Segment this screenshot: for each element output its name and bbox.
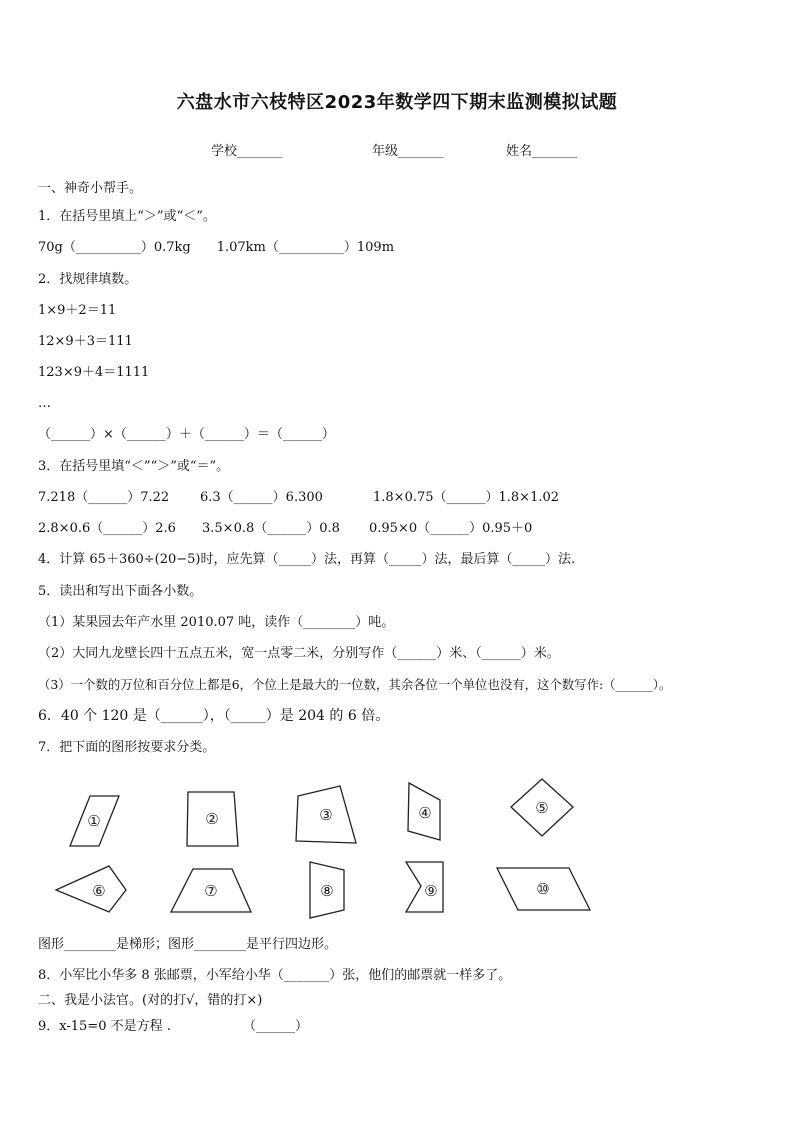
q7-prompt: 7．把下面的图形按要求分类。 (38, 740, 216, 755)
shape-6-quadrilateral (56, 866, 126, 912)
shape-2-label: ② (205, 810, 219, 828)
shape-4-label: ④ (418, 804, 432, 822)
shape-1-label: ① (87, 812, 101, 830)
q5-prompt: 5．读出和写出下面各小数。 (38, 584, 203, 599)
q5-item-1: （1）某果园去年产水里 2010.07 吨，读作（________）吨。 (38, 615, 395, 630)
name-field[interactable]: 姓名_______ (506, 144, 578, 159)
section-2-heading: 二、我是小法官。(对的打√，错的打×) (38, 993, 263, 1008)
q2-prompt: 2．找规律填数。 (38, 272, 138, 287)
q9-answer-blank[interactable]: （______） (243, 1019, 309, 1034)
q2-pattern-ellipsis: … (38, 396, 51, 411)
shape-5-label: ⑤ (535, 799, 549, 817)
page-title: 六盘水市六枝特区2023年数学四下期末监测模拟试题 (176, 92, 618, 113)
school-field[interactable]: 学校_______ (211, 144, 283, 159)
q3-row1-item1: 7.218（______）7.22 (38, 490, 170, 505)
q8-text: 8．小军比小华多 8 张邮票，小军给小华（_______）张，他们的邮票就一样多了。 (38, 968, 512, 983)
q9-text: 9．x-15=0 不是方程 . (38, 1019, 171, 1034)
q7-answer-line: 图形________是梯形；图形________是平行四边形。 (38, 937, 338, 952)
q3-row2-item1: 2.8×0.6（______）2.6 (38, 521, 176, 536)
section-1-heading: 一、神奇小帮手。 (38, 181, 143, 196)
q2-blank-line: （______）×（______）＋（______）＝（______） (38, 427, 335, 442)
q5-item-2: （2）大同九龙壁长四十五点五米，宽一点零二米，分别写作（______）米、（______）米。 (38, 646, 560, 661)
q1-prompt: 1．在括号里填上“＞”或“＜”。 (38, 209, 216, 224)
shape-10-label: ⑩ (536, 880, 550, 898)
q7-shapes-figure (0, 770, 794, 930)
q1-line: 70g（__________）0.7kg 1.07km（__________）109m (38, 240, 395, 255)
q2-pattern-line-2: 12×9＋3＝111 (38, 334, 133, 349)
q3-row1-item3: 1.8×0.75（______）1.8×1.02 (373, 490, 560, 505)
q5-item-3: （3）一个数的万位和百分位上都是6，个位上是最大的一位数，其余各位一个单位也没有，这个数写作:（______）。 (38, 677, 672, 692)
shape-6-label: ⑥ (92, 882, 106, 900)
grade-field[interactable]: 年级_______ (372, 144, 444, 159)
q3-row2-item2: 3.5×0.8（______）0.8 (202, 521, 340, 536)
shape-9-label: ⑨ (424, 882, 438, 900)
q3-row2-item3: 0.95×0（______）0.95＋0 (369, 521, 533, 536)
q3-prompt: 3．在括号里填“＜”“＞”或“＝”。 (38, 459, 230, 474)
shape-3-label: ③ (319, 806, 333, 824)
shape-8-label: ⑧ (320, 882, 334, 900)
q6-text: 6．40 个 120 是（______），（_____）是 204 的 6 倍。 (38, 708, 390, 724)
q4-text: 4．计算 65＋360÷(20−5)时，应先算（_____）法，再算（_____）法，最后算（_____）法. (38, 552, 576, 567)
shape-7-label: ⑦ (204, 882, 218, 900)
q2-pattern-line-1: 1×9＋2＝11 (38, 303, 117, 318)
q3-row1-item2: 6.3（______）6.300 (200, 490, 323, 505)
q2-pattern-line-3: 123×9＋4＝1111 (38, 365, 150, 380)
